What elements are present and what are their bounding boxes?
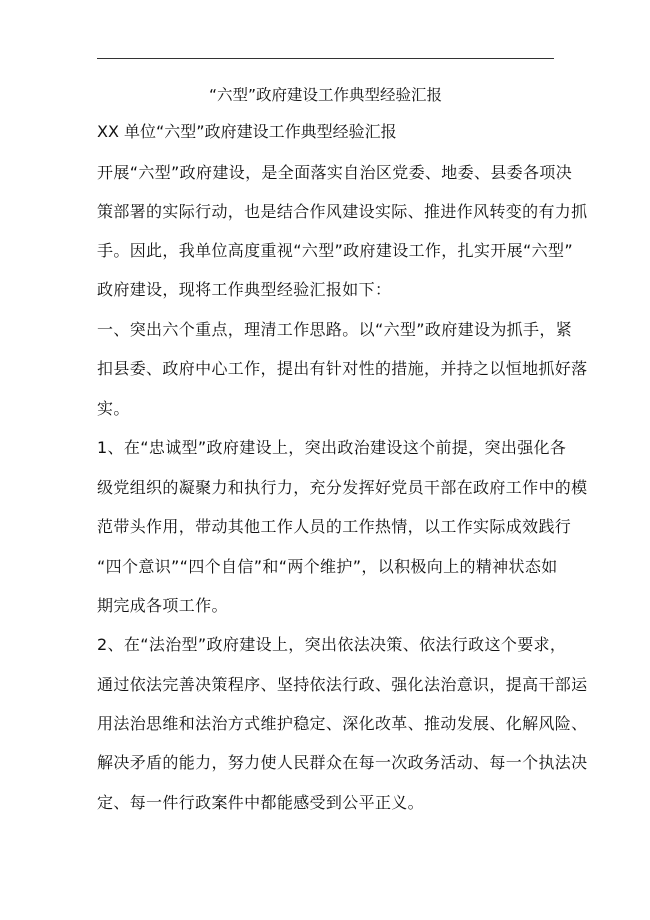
- body-line: 通过依法完善决策程序、坚持依法行政、强化法治意识，提高干部运: [97, 675, 588, 694]
- document-subtitle: XX 单位“六型”政府建设工作典型经验汇报: [97, 122, 397, 141]
- body-line: 策部署的实际行动，也是结合作风建设实际、推进作风转变的有力抓: [97, 202, 588, 221]
- body-line: 用法治思维和法治方式维护稳定、深化改革、推动发展、化解风险、: [97, 714, 588, 733]
- body-line: “四个意识”“四个自信”和“两个维护”，以积极向上的精神状态如: [97, 557, 558, 576]
- body-line: 实。: [97, 399, 130, 418]
- body-line: 期完成各项工作。: [97, 596, 228, 615]
- body-line: 解决矛盾的能力，努力使人民群众在每一次政务活动、每一个执法决: [97, 753, 588, 772]
- body-line: 一、突出六个重点，理清工作思路。以“六型”政府建设为抓手，紧: [97, 320, 573, 339]
- body-line: 开展“六型”政府建设，是全面落实自治区党委、地委、县委各项决: [97, 163, 573, 182]
- body-line: 1、在“忠诚型”政府建设上，突出政治建设这个前提，突出强化各: [97, 438, 567, 457]
- document-title: “六型”政府建设工作典型经验汇报: [208, 86, 443, 104]
- body-line: 手。因此，我单位高度重视“六型”政府建设工作，扎实开展“六型”: [97, 241, 574, 260]
- body-line: 政府建设，现将工作典型经验汇报如下：: [97, 280, 392, 299]
- header-rule: [97, 58, 554, 59]
- body-line: 定、每一件行政案件中都能感受到公平正义。: [97, 793, 425, 812]
- body-line: 扣县委、政府中心工作，提出有针对性的措施，并持之以恒地抓好落: [97, 359, 588, 378]
- body-line: 级党组织的凝聚力和执行力，充分发挥好党员干部在政府工作中的模: [97, 478, 588, 497]
- body-line: 2、在“法治型”政府建设上，突出依法决策、依法行政这个要求，: [97, 635, 567, 654]
- body-line: 范带头作用，带动其他工作人员的工作热情，以工作实际成效践行: [97, 517, 572, 536]
